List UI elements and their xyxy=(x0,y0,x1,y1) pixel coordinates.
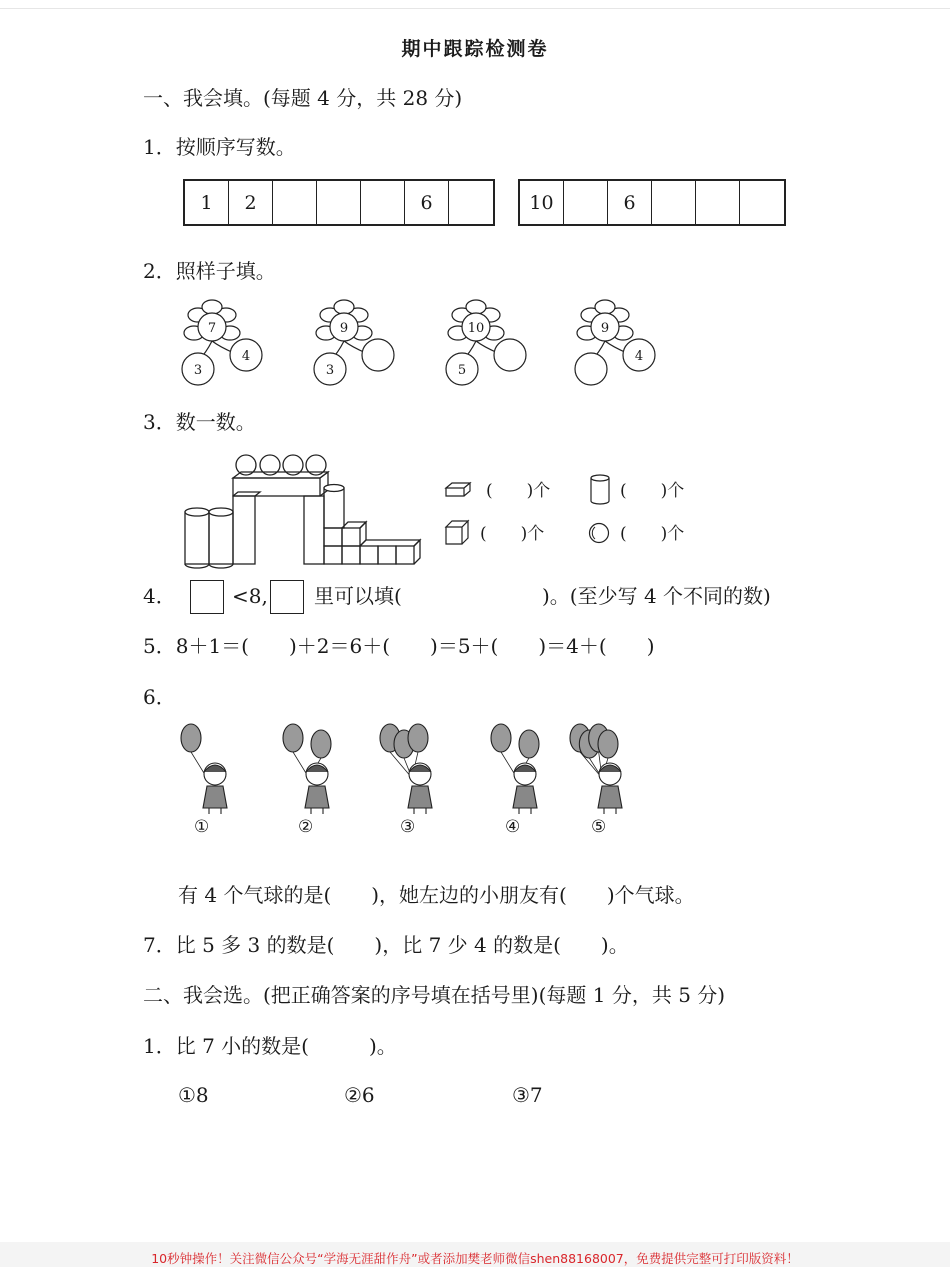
q4-text: 里可以填( xyxy=(314,584,402,608)
less-than-text: <8, xyxy=(232,584,268,608)
blank-box[interactable] xyxy=(270,580,304,614)
q3-label: 3．数一数。 xyxy=(143,410,256,434)
cube-shape xyxy=(324,528,342,546)
sequence-cell: 6 xyxy=(405,181,449,224)
kid-label: ① xyxy=(194,817,210,837)
petal-shape xyxy=(466,300,486,314)
cube-shape xyxy=(396,546,414,564)
kid-label: ③ xyxy=(400,817,416,837)
cube-top xyxy=(360,540,420,546)
balloon-shape xyxy=(491,724,511,752)
sequence-cell: 10 xyxy=(520,181,564,224)
sequence-cell[interactable] xyxy=(652,181,696,224)
kid-figure xyxy=(491,724,539,814)
petal-shape xyxy=(202,300,222,314)
q5-text: 5．8＋1＝( )＋2＝6＋( )＝5＋( )＝4＋( ) xyxy=(143,634,655,658)
cylinder-top xyxy=(209,508,233,516)
sequence-cell[interactable] xyxy=(317,181,361,224)
kid-label: ② xyxy=(298,817,314,837)
cuboid-icon xyxy=(445,482,471,498)
flower-top-number: 9 xyxy=(339,321,349,336)
q4-text-end: )。(至少写 4 个不同的数) xyxy=(542,584,771,608)
cylinder-top xyxy=(185,508,209,516)
top-border xyxy=(0,8,950,9)
kid-body xyxy=(598,786,622,808)
option-2[interactable]: ②6 xyxy=(344,1083,375,1107)
sequence-cell[interactable] xyxy=(696,181,740,224)
cylinder-shape xyxy=(324,488,344,528)
q4-label: 4． xyxy=(143,584,176,608)
left-split-circle xyxy=(575,353,607,385)
cylinder-top xyxy=(324,485,344,492)
cube-icon xyxy=(445,520,469,546)
s2-q1-label: 1．比 7 小的数是( )。 xyxy=(143,1034,397,1058)
option-3[interactable]: ③7 xyxy=(512,1083,543,1107)
section1-heading: 一、我会填。(每题 4 分，共 28 分) xyxy=(143,86,463,110)
cube-side xyxy=(414,540,420,564)
sequence-boxes-1 xyxy=(183,179,495,226)
q1-label: 1．按顺序写数。 xyxy=(143,135,296,159)
flower-right-number: 4 xyxy=(634,349,644,364)
balloon-shape xyxy=(311,730,331,758)
count-cylinder-answer[interactable]: ( )个 xyxy=(620,481,685,501)
cylinder-shape xyxy=(185,512,209,564)
sequence-cell: 6 xyxy=(608,181,652,224)
balloon-shape xyxy=(181,724,201,752)
flower-left-number: 3 xyxy=(193,363,203,378)
count-cube-answer[interactable]: ( )个 xyxy=(480,524,545,544)
cube-shape xyxy=(324,546,342,564)
kid-body xyxy=(408,786,432,808)
page-title: 期中跟踪检测卷 xyxy=(401,38,549,60)
kid-label: ⑤ xyxy=(591,817,607,837)
kid-figure xyxy=(380,724,432,814)
arch-leg xyxy=(233,496,255,564)
flower-left-number: 5 xyxy=(457,363,467,378)
flower-top-number: 7 xyxy=(207,321,217,336)
kid-figure xyxy=(181,724,227,814)
sequence-cell[interactable] xyxy=(740,181,784,224)
kid-body xyxy=(513,786,537,808)
q7-text: 7．比 5 多 3 的数是( )，比 7 少 4 的数是( )。 xyxy=(143,933,629,957)
arch-leg xyxy=(304,496,324,564)
kid-figure xyxy=(570,724,622,814)
sequence-cell[interactable] xyxy=(361,181,405,224)
balloon-shape xyxy=(598,730,618,758)
kid-body xyxy=(203,786,227,808)
footer-notice: 10秒钟操作！关注微信公众号“学海无涯甜作舟”或者添加樊老师微信shen88168007，免费提供完整可打印版资料！ xyxy=(151,1251,799,1266)
right-split-circle xyxy=(362,339,394,371)
sphere-icon xyxy=(588,522,610,544)
section2-heading: 二、我会选。(把正确答案的序号填在括号里)(每题 1 分，共 5 分) xyxy=(143,983,726,1007)
cube-shape xyxy=(342,528,360,546)
petal-shape xyxy=(334,300,354,314)
balloon-shape xyxy=(283,724,303,752)
cylinder-shape xyxy=(209,512,233,564)
kid-figure xyxy=(283,724,331,814)
cube-shape xyxy=(342,546,360,564)
beam-front xyxy=(233,478,320,496)
petal-shape xyxy=(595,300,615,314)
cube-shape xyxy=(360,546,378,564)
sequence-cell: 1 xyxy=(185,181,229,224)
q2-label: 2．照样子填。 xyxy=(143,259,276,283)
cylinder-icon xyxy=(589,474,611,506)
cube-shape xyxy=(378,546,396,564)
q6-label: 6． xyxy=(143,685,176,709)
sequence-cell: 2 xyxy=(229,181,273,224)
q6-sentence: 有 4 个气球的是( )，她左边的小朋友有( )个气球。 xyxy=(178,883,695,907)
block-structure-illustration xyxy=(180,450,440,570)
blank-box[interactable] xyxy=(190,580,224,614)
count-cuboid-answer[interactable]: ( )个 xyxy=(486,481,551,501)
sequence-cell[interactable] xyxy=(273,181,317,224)
kid-body xyxy=(305,786,329,808)
flower-diagrams xyxy=(0,295,950,395)
sequence-boxes-2 xyxy=(518,179,786,226)
flower-top-number: 9 xyxy=(600,321,610,336)
kid-label: ④ xyxy=(505,817,521,837)
kids-with-balloons xyxy=(170,722,670,817)
balloon-shape xyxy=(408,724,428,752)
option-1[interactable]: ①8 xyxy=(178,1083,209,1107)
count-sphere-answer[interactable]: ( )个 xyxy=(620,524,685,544)
right-split-circle xyxy=(494,339,526,371)
flower-right-number: 4 xyxy=(241,349,251,364)
flower-left-number: 3 xyxy=(325,363,335,378)
sequence-cell[interactable] xyxy=(564,181,608,224)
flower-diagram xyxy=(575,300,655,385)
balloon-shape xyxy=(519,730,539,758)
flower-top-number: 10 xyxy=(467,321,485,336)
sequence-cell[interactable] xyxy=(449,181,493,224)
